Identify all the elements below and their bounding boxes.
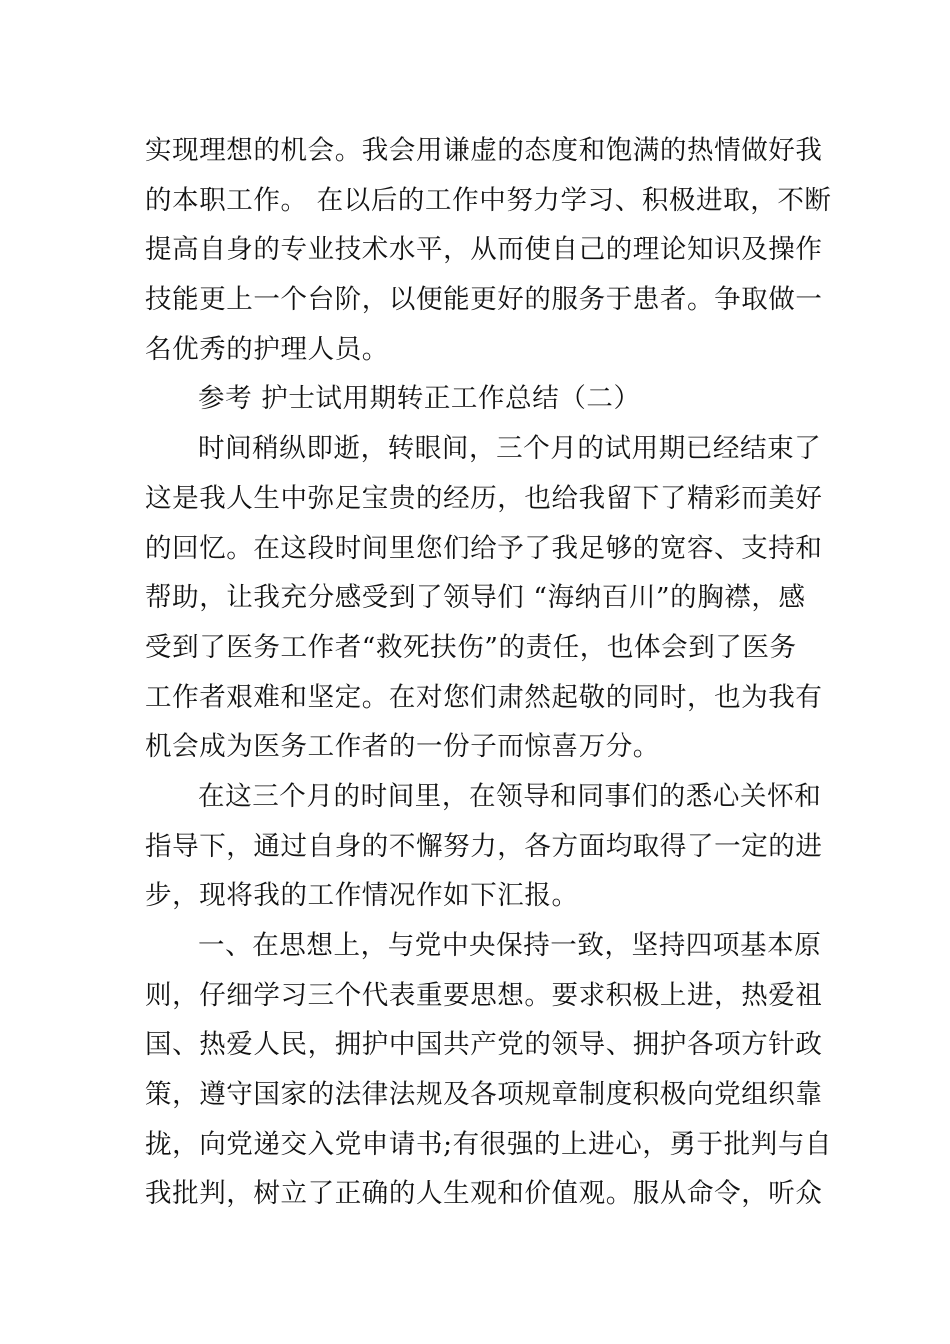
text-line: 工作者艰难和坚定。在对您们肃然起敬的同时，也为我有 — [145, 681, 823, 713]
text-line: 参考 护士试用期转正工作总结（二） — [198, 383, 641, 415]
text-line: 策，遵守国家的法律法规及各项规章制度积极向党组织靠 — [145, 1079, 823, 1111]
text-line: 时间稍纵即逝，转眼间，三个月的试用期已经结束了 — [198, 433, 822, 465]
text-line: 步，现将我的工作情况作如下汇报。 — [145, 880, 579, 912]
text-line: 名优秀的护理人员。 — [145, 333, 389, 365]
text-line: 提高自身的专业技术水平，从而使自己的理论知识及操作 — [145, 234, 823, 266]
text-line: 拢，向党递交入党申请书;有很强的上进心，勇于批判与自 — [145, 1128, 833, 1160]
text-line: 在这三个月的时间里，在领导和同事们的悉心关怀和 — [198, 780, 822, 812]
text-line: 帮助，让我充分感受到了领导们 “海纳百川”的胸襟，感 — [145, 582, 806, 614]
text-line: 实现理想的机会。我会用谦虚的态度和饱满的热情做好我 — [145, 135, 823, 166]
text-line: 机会成为医务工作者的一份子而惊喜万分。 — [145, 731, 660, 763]
document-body — [145, 126, 833, 1219]
text-line: 技能更上一个台阶，以便能更好的服务于患者。争取做一 — [145, 284, 823, 316]
text-line: 指导下，通过自身的不懈努力，各方面均取得了一定的进 — [145, 830, 823, 862]
text-line: 我批判，树立了正确的人生观和价值观。服从命令，听众 — [145, 1178, 823, 1210]
text-line: 的回忆。在这段时间里您们给予了我足够的宽容、支持和 — [145, 532, 823, 564]
text-line: 受到了医务工作者“救死扶伤”的责任，也体会到了医务 — [145, 631, 797, 663]
text-line: 一、在思想上，与党中央保持一致，坚持四项基本原 — [198, 930, 822, 961]
text-line: 的本职工作。 在以后的工作中努力学习、积极进取，不断 — [145, 184, 832, 216]
text-line: 则，仔细学习三个代表重要思想。要求积极上进，热爱祖 — [145, 979, 823, 1011]
text-line: 国、热爱人民，拥护中国共产党的领导、拥护各项方针政 — [145, 1029, 823, 1061]
text-line: 这是我人生中弥足宝贵的经历，也给我留下了精彩而美好 — [145, 482, 823, 514]
